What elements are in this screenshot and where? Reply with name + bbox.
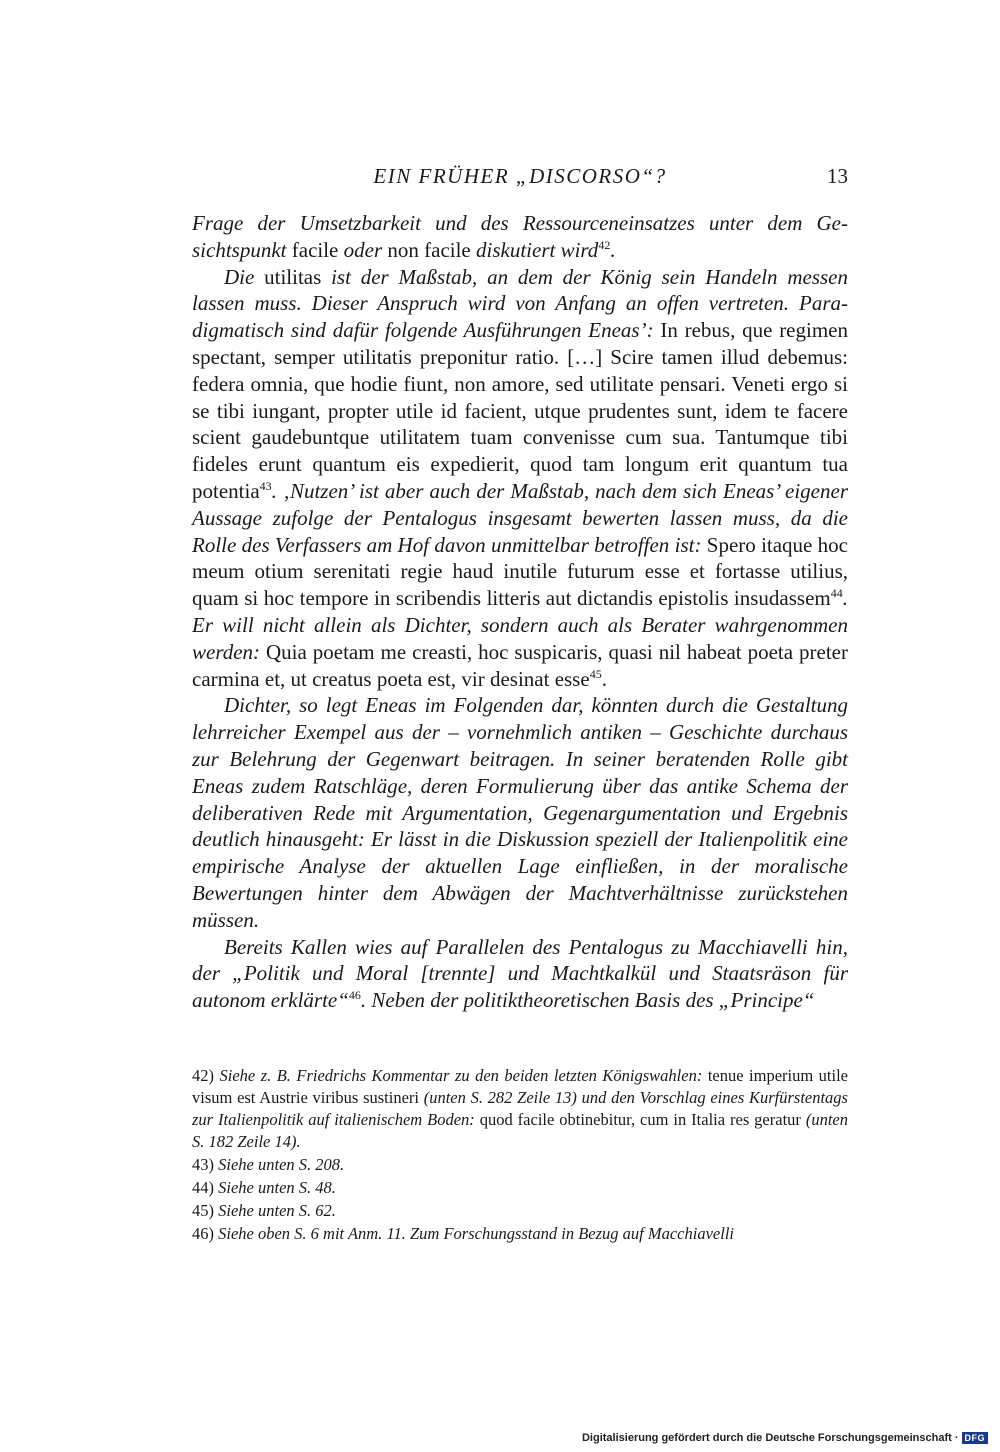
italic-text: Frage der Umsetzbarkeit und des Ressourceneinsatzes unter dem Gesichtspunkt	[192, 211, 848, 262]
page-number: 13	[827, 164, 848, 188]
latin-quote: utilitas	[264, 264, 332, 289]
funding-credit	[582, 1432, 988, 1444]
footnote-number: 46)	[192, 1224, 214, 1243]
footnote-ref: 42	[598, 237, 611, 252]
italic-text: Siehe unten S. 208.	[214, 1155, 345, 1174]
footnote-number: 44)	[192, 1178, 214, 1197]
footnote	[192, 1154, 848, 1176]
italic-text: diskutiert wird	[476, 237, 599, 262]
italic-text: Siehe unten S. 48.	[214, 1178, 336, 1197]
footnote	[192, 1065, 848, 1153]
body-text	[192, 210, 848, 1014]
footnote-number: 42)	[192, 1066, 214, 1085]
footnotes	[192, 1065, 848, 1246]
latin-quote: non facile	[387, 237, 476, 262]
italic-text: Siehe unten S. 62.	[214, 1201, 336, 1220]
paragraph	[192, 264, 848, 693]
paragraph	[192, 210, 848, 264]
italic-text: . Er will nicht allein als Dichter, sondern auch als Berater wahrgenommen werden:	[192, 586, 848, 664]
italic-text: (unten S. 182 Zeile 14).	[192, 1110, 848, 1151]
footnote-ref: 46	[348, 988, 361, 1003]
paragraph	[192, 692, 848, 933]
italic-text: Siehe z. B. Friedrichs Kommentar zu den beiden letzten Königswahlen:	[214, 1066, 708, 1085]
italic-text: Siehe oben S. 6 mit Anm. 11. Zum Forschungsstand in Bezug auf Macchiavelli	[214, 1224, 734, 1243]
italic-text: Die	[224, 264, 265, 289]
italic-text: .	[610, 237, 616, 262]
footnote-ref: 44	[830, 586, 843, 601]
latin-quote: quod facile obtinebitur, cum in Italia res geratur	[479, 1110, 806, 1129]
italic-text: . Neben der politiktheoretischen Basis des „Principe“	[360, 988, 815, 1013]
latin-quote: tenue imperium utile visum est Austrie viribus sustineri	[192, 1066, 848, 1107]
latin-quote: Spero itaque hoc meum otium serenitati regie haud inutile futurum esse et fortasse utilius, quam si hoc tempore in scribendis litteris aut dictandis epistolis insudassem	[192, 532, 849, 611]
footnote	[192, 1177, 848, 1199]
italic-text: (unten S. 282 Zeile 13) und den Vorschlag eines Kurfürstentags zur Italienpolitik auf italienischem Boden:	[192, 1088, 848, 1129]
footnote	[192, 1223, 848, 1245]
footnote-number: 43)	[192, 1155, 214, 1174]
latin-quote: facile	[291, 237, 344, 262]
latin-quote: .	[601, 666, 607, 691]
italic-text: . ‚Nutzen’ ist aber auch der Maßstab, nach dem sich Eneas’ eigener Aussage zufolge der Pentalogus insgesamt bewerten lassen muss, da die Rolle des Verfassers am Hof davon unmittelbar betroffen ist:	[192, 478, 848, 557]
dfg-logo-icon: DFG	[962, 1432, 989, 1444]
italic-text: Dichter, so legt Eneas im Folgenden dar, könnten durch die Gestaltung lehrreicher Exempel aus der – vornehmlich antiken – Geschichte durchaus zur Belehrung der Gegenwart beitragen. In seiner beratenden Rolle gibt Eneas zudem Ratschläge, deren Formulierung über das antike Schema der deliberativen Rede mit Argumentation, Gegenargumentation und Ergebnis deutlich hinausgeht: Er lässt in die Diskussion speziell der Italienpolitik eine empirische Analyse der aktuellen Lage einfließen, in der moralische Bewertungen hinter dem Abwägen der Machtverhältnisse zurückstehen müssen.	[192, 693, 848, 932]
italic-text: ist der Maßstab, an dem der König sein Handeln messen lassen muss. Dieser Anspruch wird von Anfang an offen vertreten. Paradigmatisch sind dafür folgende Ausführungen Eneas’:	[192, 264, 848, 343]
paragraph	[192, 934, 848, 1014]
footnote-number: 45)	[192, 1201, 214, 1220]
latin-quote: In rebus, que regimen spectant, semper utilitatis preponitur ratio. […] Scire tamen illud debemus: federa omnia, que hodie fiunt, non amore, sed utilitate pensari. Veneti ergo si se tibi iungant, propter utile id facient, utque prudentes sunt, idem te facere scient gaudebuntque utilitatem tuam convenisse cum sua. Tantumque tibi fideles erunt quantum eis expedierit, quod tam longum erit quantum tua potentia	[192, 318, 848, 503]
running-title: EIN FRÜHER „DISCORSO“?	[373, 164, 667, 188]
italic-text: Bereits Kallen wies auf Parallelen des Pentalogus zu Macchiavelli hin, der „Politik und Moral [trennte] und Machtkalkül und Staatsräson für autonom erklärte“	[192, 934, 848, 1013]
footnote-ref: 43	[259, 478, 272, 493]
funding-credit-text: Digitalisierung gefördert durch die Deutsche Forschungsgemeinschaft ·	[581, 1432, 959, 1444]
footnote	[192, 1200, 848, 1222]
footnote-ref: 45	[589, 666, 602, 681]
latin-quote: Quia poetam me creasti, hoc suspicaris, quasi nil habeat poeta preter carmina et, ut creatus poeta est, vir desinat esse	[192, 639, 848, 691]
page-header	[192, 164, 848, 194]
italic-text: oder	[343, 237, 388, 262]
